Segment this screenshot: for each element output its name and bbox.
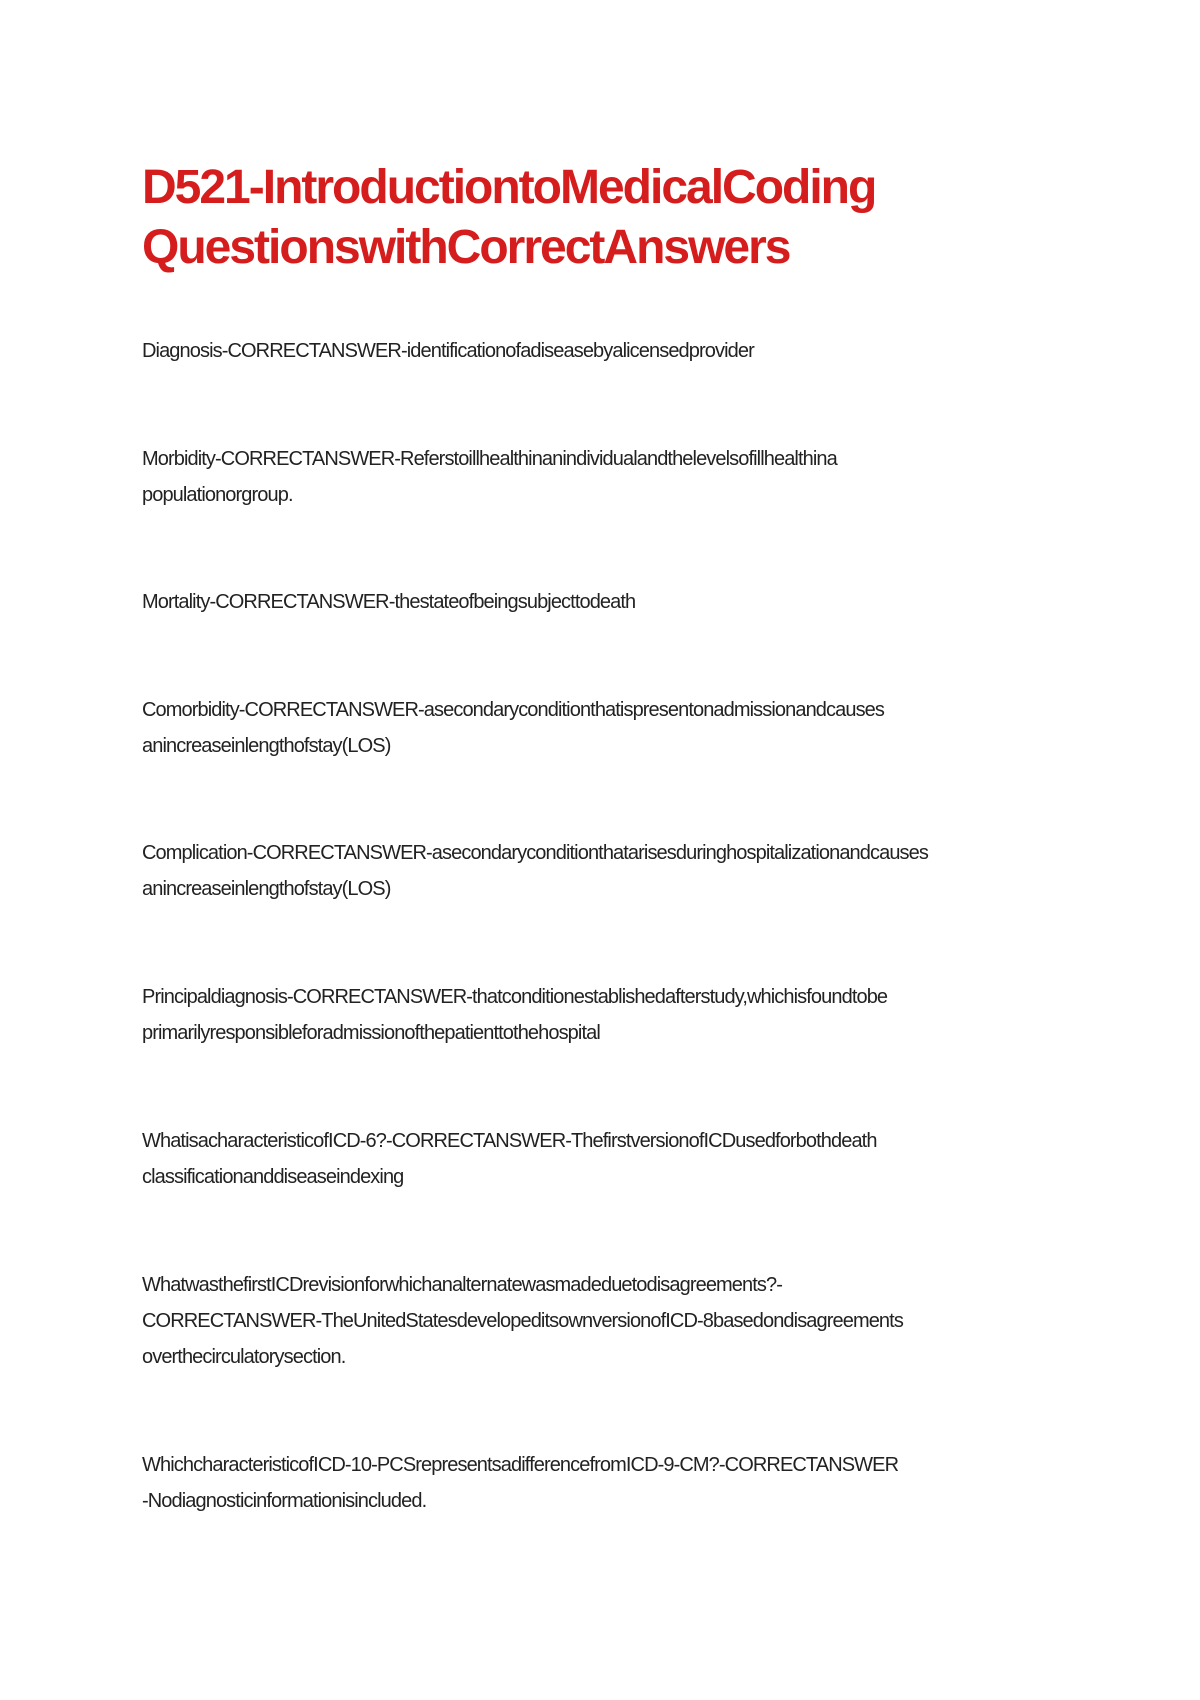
- entry-line: CORRECTANSWER-TheUnitedStatesdevelopeditsownversionofICD-8basedondisagreements: [142, 1310, 903, 1332]
- entry-line: WhatisacharacteristicofICD-6?-CORRECTANSWER-ThefirstversionofICDusedforbothdeath: [142, 1130, 877, 1152]
- entry-line: anincreaseinlengthofstay(LOS): [142, 735, 391, 757]
- entry-line: WhichcharacteristicofICD-10-PCSrepresentsadifferencefromICD-9-CM?-CORRECTANSWER: [142, 1454, 899, 1476]
- entry-line: Principaldiagnosis-CORRECTANSWER-thatconditionestablishedafterstudy,whichisfoundtobe: [142, 986, 888, 1008]
- entry-line: -Nodiagnosticinformationisincluded.: [142, 1490, 427, 1512]
- entry-line: Comorbidity-CORRECTANSWER-asecondaryconditionthatispresentonadmissionandcauses: [142, 699, 884, 721]
- qa-entry-icd-revision: [142, 1267, 1082, 1375]
- qa-entry-comorbidity: [142, 692, 1082, 764]
- title-line: D521-IntroductiontoMedicalCoding: [142, 161, 876, 214]
- qa-entry-mortality: [142, 584, 1082, 620]
- document-title: [142, 158, 1122, 278]
- qa-entry-icd-10-pcs: [142, 1447, 1082, 1519]
- entry-line: overthecirculatorysection.: [142, 1346, 346, 1368]
- entry-line: Morbidity-CORRECTANSWER-Referstoillhealthinanindividualandthelevelsofillhealthina: [142, 448, 837, 470]
- entry-line: anincreaseinlengthofstay(LOS): [142, 878, 391, 900]
- entry-line: Diagnosis-CORRECTANSWER-identificationofadiseasebyalicensedprovider: [142, 340, 754, 362]
- entry-line: Complication-CORRECTANSWER-asecondaryconditionthatarisesduringhospitalizationandcauses: [142, 842, 928, 864]
- qa-entry-icd-6: [142, 1123, 1082, 1195]
- entry-line: populationorgroup.: [142, 484, 293, 506]
- entry-line: primarilyresponsibleforadmissionofthepatienttothehospital: [142, 1022, 600, 1044]
- qa-entry-principal-diagnosis: [142, 979, 1082, 1051]
- qa-entry-diagnosis: [142, 333, 1082, 369]
- entry-line: classificationanddiseaseindexing: [142, 1166, 404, 1188]
- entry-line: Mortality-CORRECTANSWER-thestateofbeingsubjecttodeath: [142, 591, 636, 613]
- entry-line: WhatwasthefirstICDrevisionforwhichanalternatewasmadeduetodisagreements?-: [142, 1274, 782, 1296]
- qa-entry-morbidity: [142, 441, 1082, 513]
- qa-entry-complication: [142, 835, 1082, 907]
- title-line: QuestionswithCorrectAnswers: [142, 221, 790, 274]
